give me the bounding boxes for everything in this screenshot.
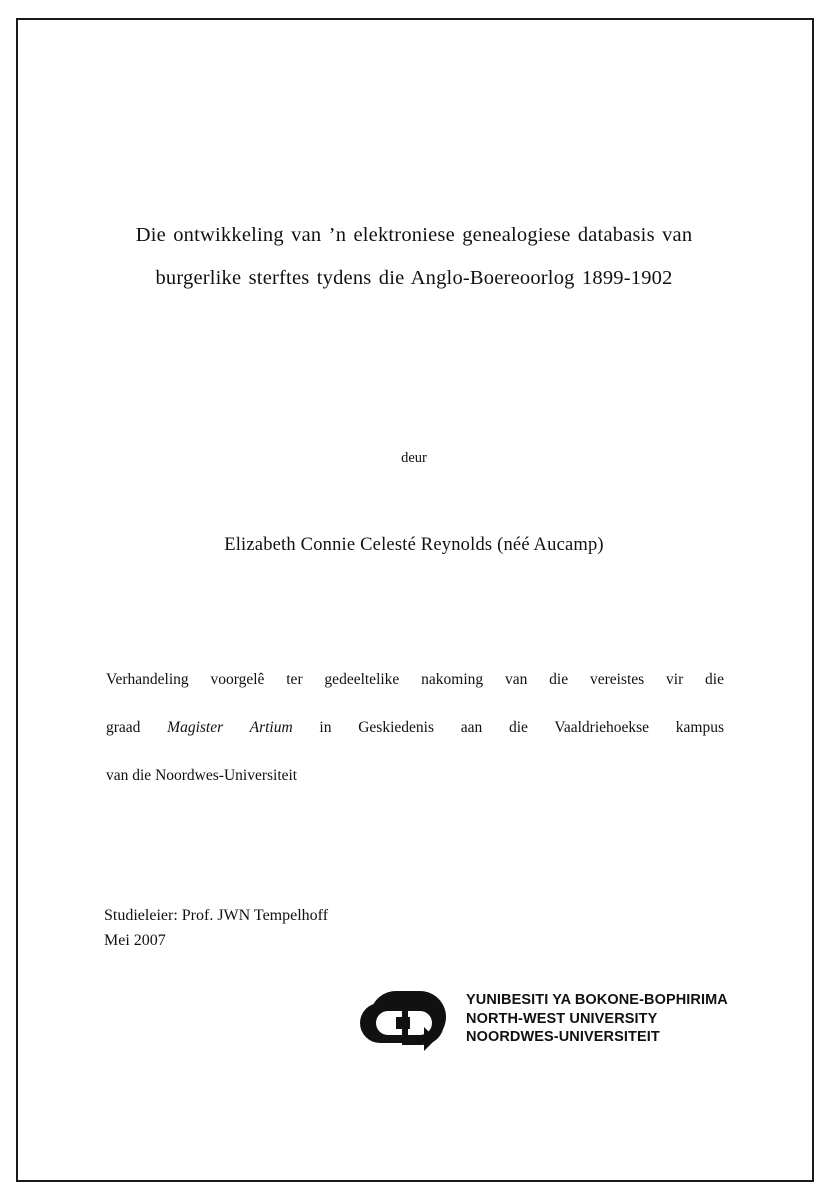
logo-line-2: NORTH-WEST UNIVERSITY	[466, 1010, 658, 1027]
page-title	[100, 214, 728, 300]
title-page-content	[100, 18, 728, 1182]
logo-line-1: YUNIBESITI YA BOKONE-BOPHIRIMA	[466, 992, 728, 1008]
logo-line-3: NOORDWES-UNIVERSITEIT	[466, 1029, 660, 1045]
degree-statement	[106, 668, 724, 788]
submission-date: Mei 2007	[104, 932, 166, 949]
degree-statement-line-3: van die Noordwes-Universiteit	[106, 767, 298, 784]
author-name: Elizabeth Connie Celesté Reynolds (néé Aucamp)	[224, 535, 604, 555]
supervisor-name: Studieleier: Prof. JWN Tempelhoff	[104, 907, 329, 924]
supervisor-block	[104, 903, 722, 953]
degree-statement-line-2-suffix: in Geskiedenis aan die Vaaldriehoekse kampus	[292, 719, 725, 736]
nwu-logo-icon	[358, 987, 460, 1059]
degree-name: Magister Artium	[167, 719, 293, 736]
degree-statement-line-2	[106, 716, 724, 764]
university-logo	[250, 983, 728, 1063]
degree-statement-line-2-prefix: graad	[106, 719, 168, 736]
page-title-line-1: Die ontwikkeling van ’n elektroniese genealogiese databasis van	[135, 224, 693, 246]
degree-statement-line-1: Verhandeling voorgelê ter gedeeltelike nakoming van die vereistes vir die	[106, 671, 724, 688]
page-title-line-2: burgerlike sterftes tydens die Anglo-Boereoorlog 1899-1902	[155, 267, 673, 289]
university-logo-text	[466, 991, 728, 1047]
byline-label: deur	[401, 450, 427, 466]
